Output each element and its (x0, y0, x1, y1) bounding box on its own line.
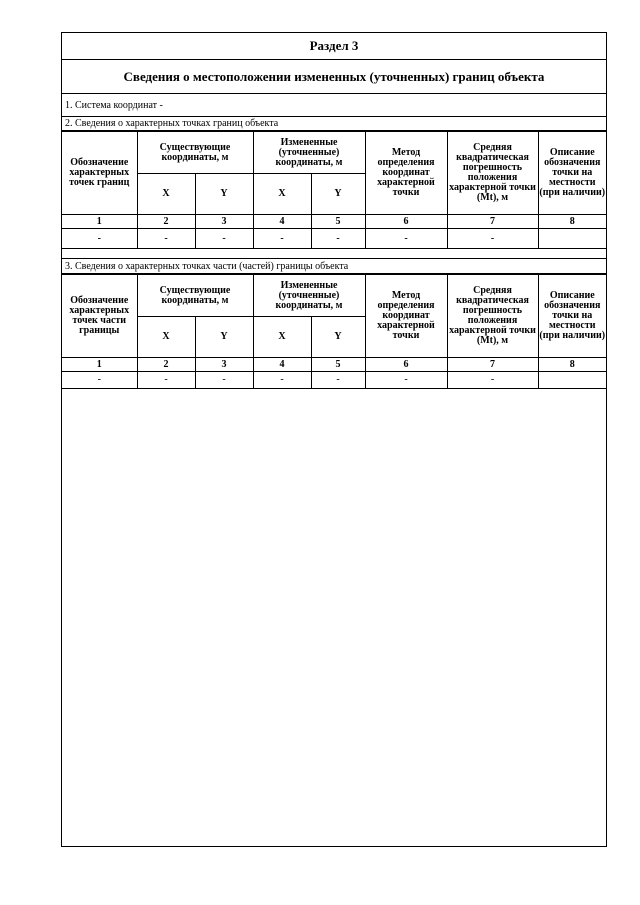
table-cell: - (447, 372, 538, 389)
table-cell: - (62, 372, 137, 389)
column-number: 7 (447, 358, 538, 372)
column-number: 5 (311, 215, 365, 229)
table-cell: - (311, 372, 365, 389)
table-cell: - (311, 229, 365, 249)
boundary-points-table (62, 131, 606, 249)
column-number: 3 (195, 215, 253, 229)
column-number: 8 (538, 215, 606, 229)
column-number: 4 (253, 215, 311, 229)
header-x: X (253, 317, 311, 358)
header-description: Описание обозначения точки на местности (при наличии) (538, 275, 606, 358)
section-2-title: 2. Сведения о характерных точках границ объекта (62, 117, 606, 131)
section-3-title: 3. Сведения о характерных точках части (частей) границы объекта (62, 258, 606, 274)
column-number: 2 (137, 358, 195, 372)
header-part-point-designation: Обозначение характерных точек части границы (62, 275, 137, 358)
header-method: Метод определения координат характерной точки (365, 275, 447, 358)
header-point-designation: Обозначение характерных точек границ (62, 132, 137, 215)
table-cell: - (253, 372, 311, 389)
column-number: 3 (195, 358, 253, 372)
header-description: Описание обозначения точки на местности (при наличии) (538, 132, 606, 215)
column-number: 8 (538, 358, 606, 372)
header-y: Y (311, 317, 365, 358)
header-error: Средняя квадратическая погрешность положения характерной точки (Mt), м (447, 275, 538, 358)
header-y: Y (311, 174, 365, 215)
header-x: X (253, 174, 311, 215)
header-y: Y (195, 317, 253, 358)
column-number: 4 (253, 358, 311, 372)
coordinate-system-label: 1. Система координат - (62, 94, 606, 117)
column-number: 6 (365, 358, 447, 372)
header-x: X (137, 174, 195, 215)
table-cell (538, 229, 606, 249)
table-cell: - (447, 229, 538, 249)
header-existing-coordinates: Существующие координаты, м (137, 132, 253, 174)
page-heading: Сведения о местоположении измененных (уточненных) границ объекта (62, 60, 606, 94)
header-existing-coordinates: Существующие координаты, м (137, 275, 253, 317)
part-boundary-points-table (62, 274, 606, 389)
table-cell: - (253, 229, 311, 249)
table-cell: - (137, 372, 195, 389)
header-method: Метод определения координат характерной точки (365, 132, 447, 215)
table-cell: - (62, 229, 137, 249)
header-changed-coordinates: Измененные (уточненные) координаты, м (253, 132, 365, 174)
column-number: 6 (365, 215, 447, 229)
column-number: 1 (62, 215, 137, 229)
table-cell: - (365, 229, 447, 249)
column-number: 1 (62, 358, 137, 372)
table-cell: - (365, 372, 447, 389)
table-cell: - (195, 372, 253, 389)
header-changed-coordinates: Измененные (уточненные) координаты, м (253, 275, 365, 317)
header-error: Средняя квадратическая погрешность положения характерной точки (Mt), м (447, 132, 538, 215)
column-number: 7 (447, 215, 538, 229)
table-cell: - (195, 229, 253, 249)
table-cell (538, 372, 606, 389)
form-frame (61, 32, 607, 847)
section-title: Раздел 3 (62, 33, 606, 60)
column-number: 5 (311, 358, 365, 372)
column-number: 2 (137, 215, 195, 229)
table-cell: - (137, 229, 195, 249)
header-y: Y (195, 174, 253, 215)
header-x: X (137, 317, 195, 358)
